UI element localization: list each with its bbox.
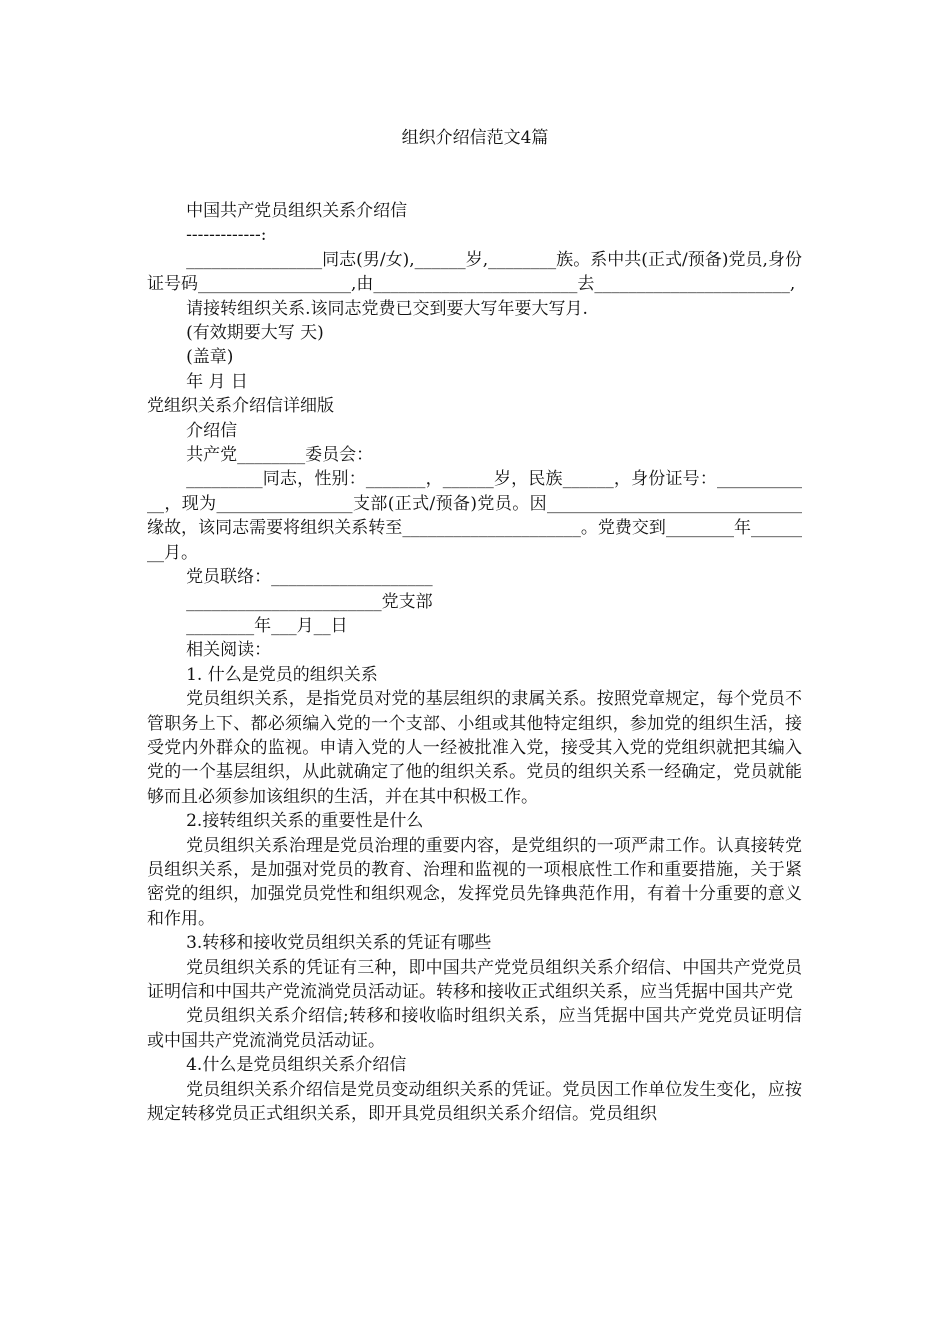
date-blank-line: ________年___月__日 (186, 615, 348, 636)
transfer-request: 请接转组织关系.该同志党费已交到要大写年要大写月. (186, 298, 588, 319)
committee-line: 共产党________委员会： (186, 445, 374, 466)
letter-heading: 中国共产党员组织关系介绍信 (186, 201, 408, 221)
letter-title: 介绍信 (186, 420, 238, 441)
validity-note: (有效期要大写 天) (186, 323, 324, 344)
question-heading-4: 4.什么是党员组织关系介绍信 (186, 1055, 407, 1076)
answer-paragraph-3a: 党员组织关系的凭证有三种，即中国共产党党员组织关系介绍信、中国共产党党员证明信和中国共产党流淌党员活动证。转移和接收正式组织关系，应当凭据中国共产党 (147, 957, 802, 1002)
question-heading-3: 3.转移和接收党员组织关系的凭证有哪些 (186, 933, 492, 954)
member-detail-paragraph: _________同志，性别：_______，______岁，民族______，身份证号：____________，现为________________支部(正式/预备)党员。因______________________________缘故，该同志需要将组织关系转至_____________________。党费交到________年________月。 (147, 469, 802, 563)
answer-paragraph-1: 党员组织关系，是指党员对党的基层组织的隶属关系。按照党章规定，每个党员不管职务上下、都必须编入党的一个支部、小组或其他特定组织，参加党的组织生活，接受党内外群众的监视。申请入党的人一经被批准入党，接受其入党的党组织就把其编入党的一个基层组织，从此就确定了他的组织关系。党员的组织关系一经确定，党员就能够而且必须参加该组织的生活，并在其中积极工作。 (147, 689, 802, 807)
recipient-line: -------------: (186, 225, 267, 246)
document-body (147, 199, 802, 1126)
answer-paragraph-2: 党员组织关系治理是党员治理的重要内容，是党组织的一项严肃工作。认真接转党员组织关系，是加强对党员的教育、治理和监视的一项根底性工作和重要措施，关于紧密党的组织，加强党员党性和组织观念，发挥党员先锋典范作用，有着十分重要的意义和作用。 (147, 835, 802, 929)
document-title: 组织介绍信范文4篇 (401, 128, 549, 148)
related-reading-label: 相关阅读： (186, 640, 272, 661)
contact-line: 党员联络：___________________ (186, 567, 433, 588)
answer-paragraph-4: 党员组织关系介绍信是党员变动组织关系的凭证。党员因工作单位发生变化，应按规定转移党员正式组织关系，即开具党员组织关系介绍信。党员组织 (147, 1079, 802, 1125)
date-line: 年 月 日 (186, 371, 248, 392)
seal-note: (盖章) (186, 347, 234, 368)
branch-line: _______________________党支部 (186, 591, 433, 612)
section-heading-detailed: 党组织关系介绍信详细版 (147, 396, 334, 417)
question-heading-2: 2.接转组织关系的重要性是什么 (186, 811, 424, 832)
answer-paragraph-3b: 党员组织关系介绍信;转移和接收临时组织关系，应当凭据中国共产党党员证明信或中国共产党流淌党员活动证。 (147, 1006, 802, 1051)
member-info-paragraph: ________________同志(男/女),______岁,________族。系中共(正式/预备)党员,身份证号码__________________,由________________________去_______________________, (147, 249, 802, 295)
question-heading-1: 1. 什么是党员的组织关系 (186, 664, 378, 685)
